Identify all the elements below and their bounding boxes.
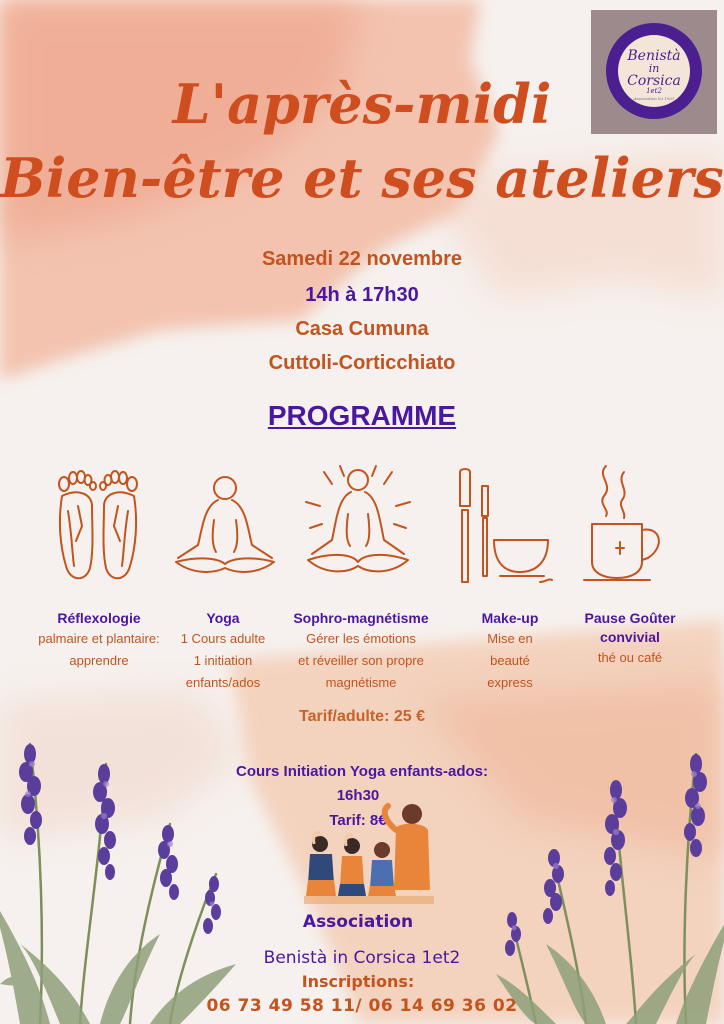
activity-name: convivial <box>600 629 660 645</box>
kids-course-title: Cours Initiation Yoga enfants-ados: <box>236 763 488 780</box>
activity-desc: apprendre <box>69 653 129 668</box>
activity-desc: palmaire et plantaire: <box>38 631 160 646</box>
meditation-icon <box>296 462 420 586</box>
activity-desc: et réveiller son propre <box>298 653 424 668</box>
activity-desc: magnétisme <box>325 675 397 690</box>
activity-desc: 1 Cours adulte <box>180 631 266 646</box>
event-hours: 14h à 17h30 <box>305 284 419 306</box>
activity-sophro <box>272 609 450 694</box>
activity-name: Pause Goûter <box>584 610 676 626</box>
activity-yoga <box>160 609 286 694</box>
activity-desc: 1 initiation <box>193 653 253 668</box>
tea-cup-icon <box>580 462 670 584</box>
association-label: Association <box>302 912 414 932</box>
event-venue: Casa Cumuna <box>295 318 429 340</box>
activity-name: Réflexologie <box>57 610 141 626</box>
activity-pause <box>566 609 694 669</box>
event-town: Cuttoli-Corticchiato <box>268 352 456 374</box>
programme-heading-wrap <box>0 400 724 432</box>
programme-heading: PROGRAMME <box>267 400 457 431</box>
makeup-brushes-icon <box>452 466 554 588</box>
activity-desc: enfants/ados <box>185 675 261 690</box>
lavender-left-illustration <box>0 724 236 1024</box>
activity-name: Yoga <box>206 610 240 626</box>
title-line2: Bien-être et ses ateliers <box>0 146 724 210</box>
logo-line1: Benistà <box>627 48 681 64</box>
activity-reflexologie <box>24 609 174 672</box>
yoga-pose-icon <box>168 470 282 582</box>
activity-desc: Gérer les émotions <box>306 631 416 646</box>
activity-name: Make-up <box>481 610 539 626</box>
kids-course-tarif: Tarif: 8€ <box>329 812 387 829</box>
association-name: Benistà in Corsica 1et2 <box>263 948 461 968</box>
kids-course-time: 16h30 <box>336 787 380 804</box>
tarif-adult: Tarif/adulte: 25 € <box>299 708 425 725</box>
activity-desc: Mise en <box>487 631 533 646</box>
activity-desc: thé ou café <box>597 650 663 665</box>
feet-icon <box>52 466 144 586</box>
lavender-right-illustration <box>496 734 724 1024</box>
activity-desc: beauté <box>490 653 530 668</box>
logo-line4: 1et2 <box>646 87 662 95</box>
logo-line3: Corsica <box>627 73 681 89</box>
title-line1: L'après-midi <box>172 72 552 136</box>
logo-line2: in <box>648 62 660 75</box>
event-date: Samedi 22 novembre <box>261 248 463 270</box>
phone-numbers: 06 73 49 58 11/ 06 14 69 36 02 <box>206 996 518 1016</box>
inscriptions-label: Inscriptions: <box>301 972 415 991</box>
logo-tagline: Association loi 1901 <box>633 96 675 101</box>
kids-yoga-illustration <box>304 800 434 906</box>
activity-makeup <box>460 609 560 694</box>
activity-name: Sophro-magnétisme <box>293 610 429 626</box>
activity-desc: express <box>487 675 533 690</box>
